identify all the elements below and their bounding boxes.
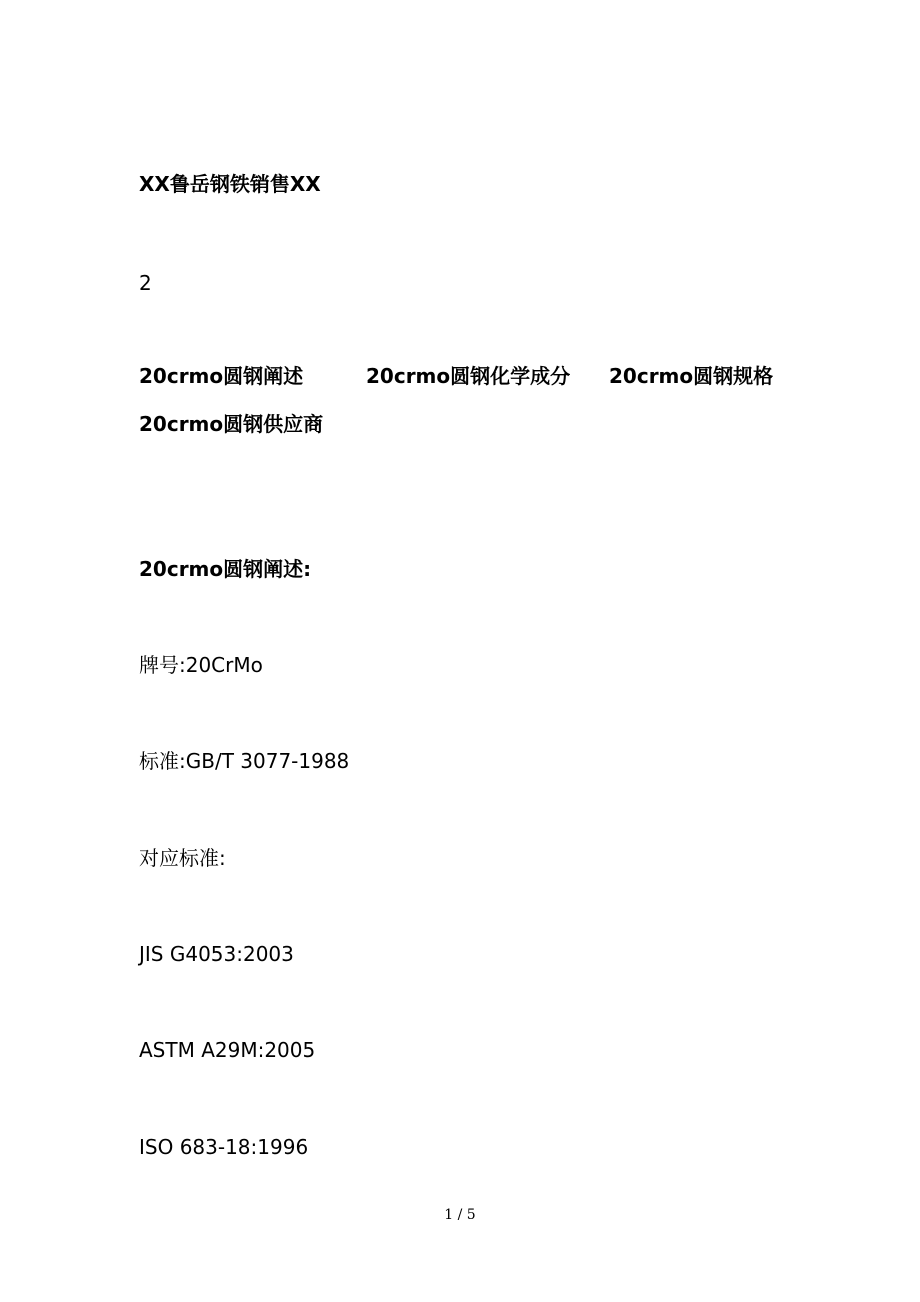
toc-item-chemical-composition: 20crmo圆钢化学成分: [366, 364, 571, 388]
company-title: XX鲁岳钢铁销售XX: [139, 172, 321, 196]
corresponding-standard-label: 对应标准:: [139, 846, 226, 870]
grade-line: 牌号:20CrMo: [139, 653, 263, 677]
toc-item-overview: 20crmo圆钢阐述: [139, 364, 304, 388]
page-indicator: 1 / 5: [444, 1207, 476, 1223]
standard-astm: ASTM A29M:2005: [139, 1038, 316, 1062]
standard-jis: JIS G4053:2003: [139, 942, 294, 966]
standard-iso: ISO 683-18:1996: [139, 1135, 309, 1159]
toc-row-1: [139, 364, 839, 388]
document-number: 2: [139, 271, 152, 295]
section-heading: 20crmo圆钢阐述:: [139, 557, 312, 581]
standard-line: 标准:GB/T 3077-1988: [139, 749, 350, 773]
toc-item-specifications: 20crmo圆钢规格: [609, 364, 774, 388]
toc-item-suppliers: 20crmo圆钢供应商: [139, 412, 324, 436]
